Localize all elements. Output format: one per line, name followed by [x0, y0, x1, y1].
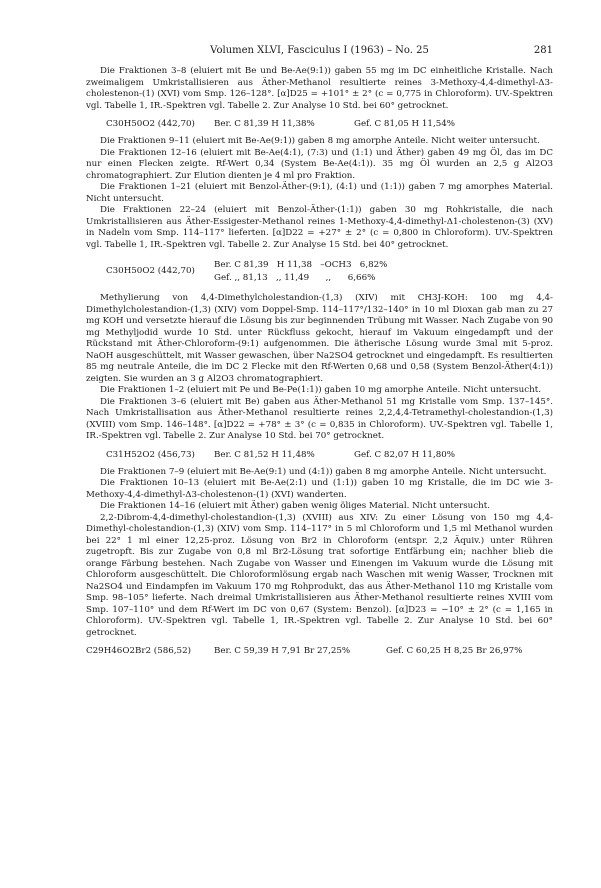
paragraph: Die Fraktionen 12–16 (eluiert mit Be-Ae(4:1), (7:3) und (1:1) und Äther) gaben 49 mg Öl, das im DC nur einen Flecken zeigte. Rf-Wert 0,34 (System Be-Ae(4:1)). 35 mg Öl wurden an 2,5 g Al2O3 chromatographiert. Zur Elution dienten je 4 ml pro Fraktion. — [86, 147, 553, 181]
found-values: Gef. C 82,07 H 11,80% — [354, 449, 456, 460]
calculated-values: Ber. C 81,39 H 11,38 –OCH3 6,82% — [214, 260, 388, 270]
analysis-line — [86, 443, 553, 467]
found-values: Gef. C 81,05 H 11,54% — [354, 119, 456, 129]
paragraph: Die Fraktionen 10–13 (eluiert mit Be-Ae(2:1) und (1:1)) gaben 10 mg Kristalle, die im DC wie 3-Methoxy-4,4-dimethyl-Δ3-cholestenon-(1) (XVI) wanderten. — [86, 478, 553, 500]
analysis-line — [86, 639, 553, 663]
analysis-block — [86, 255, 553, 289]
molecular-formula: C30H50O2 (442,70) — [106, 266, 195, 276]
paragraph: Die Fraktionen 3–6 (eluiert mit Be) gaben aus Äther-Methanol 51 mg Kristalle vom Smp. 137–145°. Nach Umkristallisation aus Äther-Methanol resultierte reines 2,2,4,4-Tetramethyl-cholestandion-(1,3) (XVIII) vom Smp. 146–148°. [α]D22 = +78° ± 3° (c = 0,835 in Chloroform). UV.-Spektren vgl. Tabelle 1, IR.-Spektren vgl. Tabelle 2. Zur Analyse 10 Std. bei 70° getrocknet. — [86, 396, 553, 441]
analysis-line — [86, 112, 553, 136]
running-header — [86, 44, 553, 58]
paragraph: Die Fraktionen 1–21 (eluiert mit Benzol-Äther-(9:1), (4:1) und (1:1)) gaben 7 mg amorphes Material. Nicht untersucht. — [86, 182, 553, 204]
body-text — [86, 66, 553, 663]
molecular-formula: C30H50O2 (442,70) — [106, 119, 195, 129]
calculated-values: Ber. C 81,39 H 11,38% — [214, 119, 315, 129]
paragraph: Die Fraktionen 3–8 (eluiert mit Be und Be-Ae(9:1)) gaben 55 mg im DC einheitliche Kristalle. Nach zweimaligem Umkristallisieren aus Äther-Methanol resultierte reines 3-Methoxy-4,4-dimethyl-Δ3-cholestenon-(1) (XVI) vom Smp. 126–128°. [α]D25 = +101° ± 2° (c = 0,775 in Chloroform). UV.-Spektren vgl. Tabelle 1, IR.-Spektren vgl. Tabelle 2. Zur Analyse 10 Std. bei 60° getrocknet. — [86, 66, 553, 111]
calculated-values: Ber. C 81,52 H 11,48% — [214, 449, 315, 460]
page-number: 281 — [533, 45, 553, 56]
paragraph: Die Fraktionen 14–16 (eluiert mit Äther) gaben wenig öliges Material. Nicht untersucht. — [100, 501, 490, 511]
paragraph: 2,2-Dibrom-4,4-dimethyl-cholestandion-(1,3) (XVIII) aus XIV: Zu einer Lösung von 150 mg 4,4-Dimethyl-cholestandion-(1,3) (XIV) vom Smp. 114–117° in 5 ml Chloroform und 1,5 ml Methanol wurden bei 22° 1 ml einer 12,25-proz. Lösung von Br2 in Chloroform (entspr. 2,2 Äquiv.) unter Rühren zugetropft. Bis zur Zugabe von 0,8 ml Br2-Lösung trat sofortige Entfärbung ein; nachher blieb die orange Färbung bestehen. Nach Zugabe von Wasser und Einengen im Vakuum wurde die Lösung mit Chloroform ausgeschüttelt. Die Chloroformlösung ergab nach Waschen mit wenig Wasser, Trocknen mit Na2SO4 und Eindampfen im Vakuum 170 mg Rohprodukt, das aus Äther-Methanol 110 mg Kristalle vom Smp. 98–105° lieferte. Nach dreimal Umkristallisieren aus Äther-Methanol resultierte reines XVIII vom Smp. 107–110° und dem Rf-Wert im DC von 0,67 (System: Benzol). [α]D23 = −10° ± 2° (c = 1,165 in Chloroform). UV.-Spektren vgl. Tabelle 1, IR.-Spektren vgl. Tabelle 2. Zur Analyse 10 Std. bei 60° getrocknet. — [86, 512, 553, 638]
paragraph: Die Fraktionen 9–11 (eluiert mit Be-Ae(9:1)) gaben 8 mg amorphe Anteile. Nicht weiter untersucht. — [100, 136, 540, 146]
calculated-values: Ber. C 59,39 H 7,91 Br 27,25% — [214, 646, 351, 656]
journal-title: Volumen XLVI, Fasciculus I (1963) – No. 25 — [210, 45, 429, 56]
paragraph: Methylierung von 4,4-Dimethylcholestandion-(1,3) (XIV) mit CH3J-KOH: 100 mg 4,4-Dimethylcholestandion-(1,3) (XIV) vom Doppel-Smp. 114–117°/132–140° in 10 ml Dioxan gab man zu 27 mg KOH und versetzte hierauf die Lösung bis zur beginnenden Trübung mit Wasser. Nach Zugabe von 90 mg Methyljodid wurde 10 Std. unter Rückfluss gekocht, hierauf im Vakuum eingedampft und der Rückstand mit Äther-Chloroform-(9:1) aufgenommen. Die ätherische Lösung wurde 3mal mit 5-proz. NaOH ausgeschüttelt, mit Wasser gewaschen, über Na2SO4 getrocknet und eingedampft. Es resultierten 85 mg neutrale Anteile, die im DC 2 Flecke mit den Rf-Werten 0,68 und 0,58 (System Benzol-Äther(4:1)) zeigten. Sie wurden an 3 g Al2O3 chromatographiert. — [86, 293, 553, 384]
molecular-formula: C31H52O2 (456,73) — [106, 449, 195, 460]
molecular-formula: C29H46O2Br2 (586,52) — [86, 646, 191, 656]
found-values: Gef. ,, 81,13 ,, 11,49 ,, 6,66% — [214, 273, 376, 283]
paragraph: Die Fraktionen 7–9 (eluiert mit Be-Ae(9:1) und (4:1)) gaben 8 mg amorphe Anteile. Nicht untersucht. — [100, 466, 547, 477]
paragraph: Die Fraktionen 22–24 (eluiert mit Benzol-Äther-(1:1)) gaben 30 mg Rohkristalle, die nach Umkristallisieren aus Äther-Essigester-Methanol reines 1-Methoxy-4,4-dimethyl-Δ1-cholestenon-(3) (XV) in Nadeln vom Smp. 114–117° lieferten. [α]D22 = +27° ± 2° (c = 0,800 in Chloroform). UV.-Spektren vgl. Tabelle 1, IR.-Spektren vgl. Tabelle 2. Zur Analyse 15 Std. bei 40° getrocknet. — [86, 205, 553, 250]
paragraph: Die Fraktionen 1–2 (eluiert mit Pe und Be-Pe(1:1)) gaben 10 mg amorphe Anteile. Nicht untersucht. — [100, 385, 541, 395]
found-values: Gef. C 60,25 H 8,25 Br 26,97% — [386, 646, 523, 656]
